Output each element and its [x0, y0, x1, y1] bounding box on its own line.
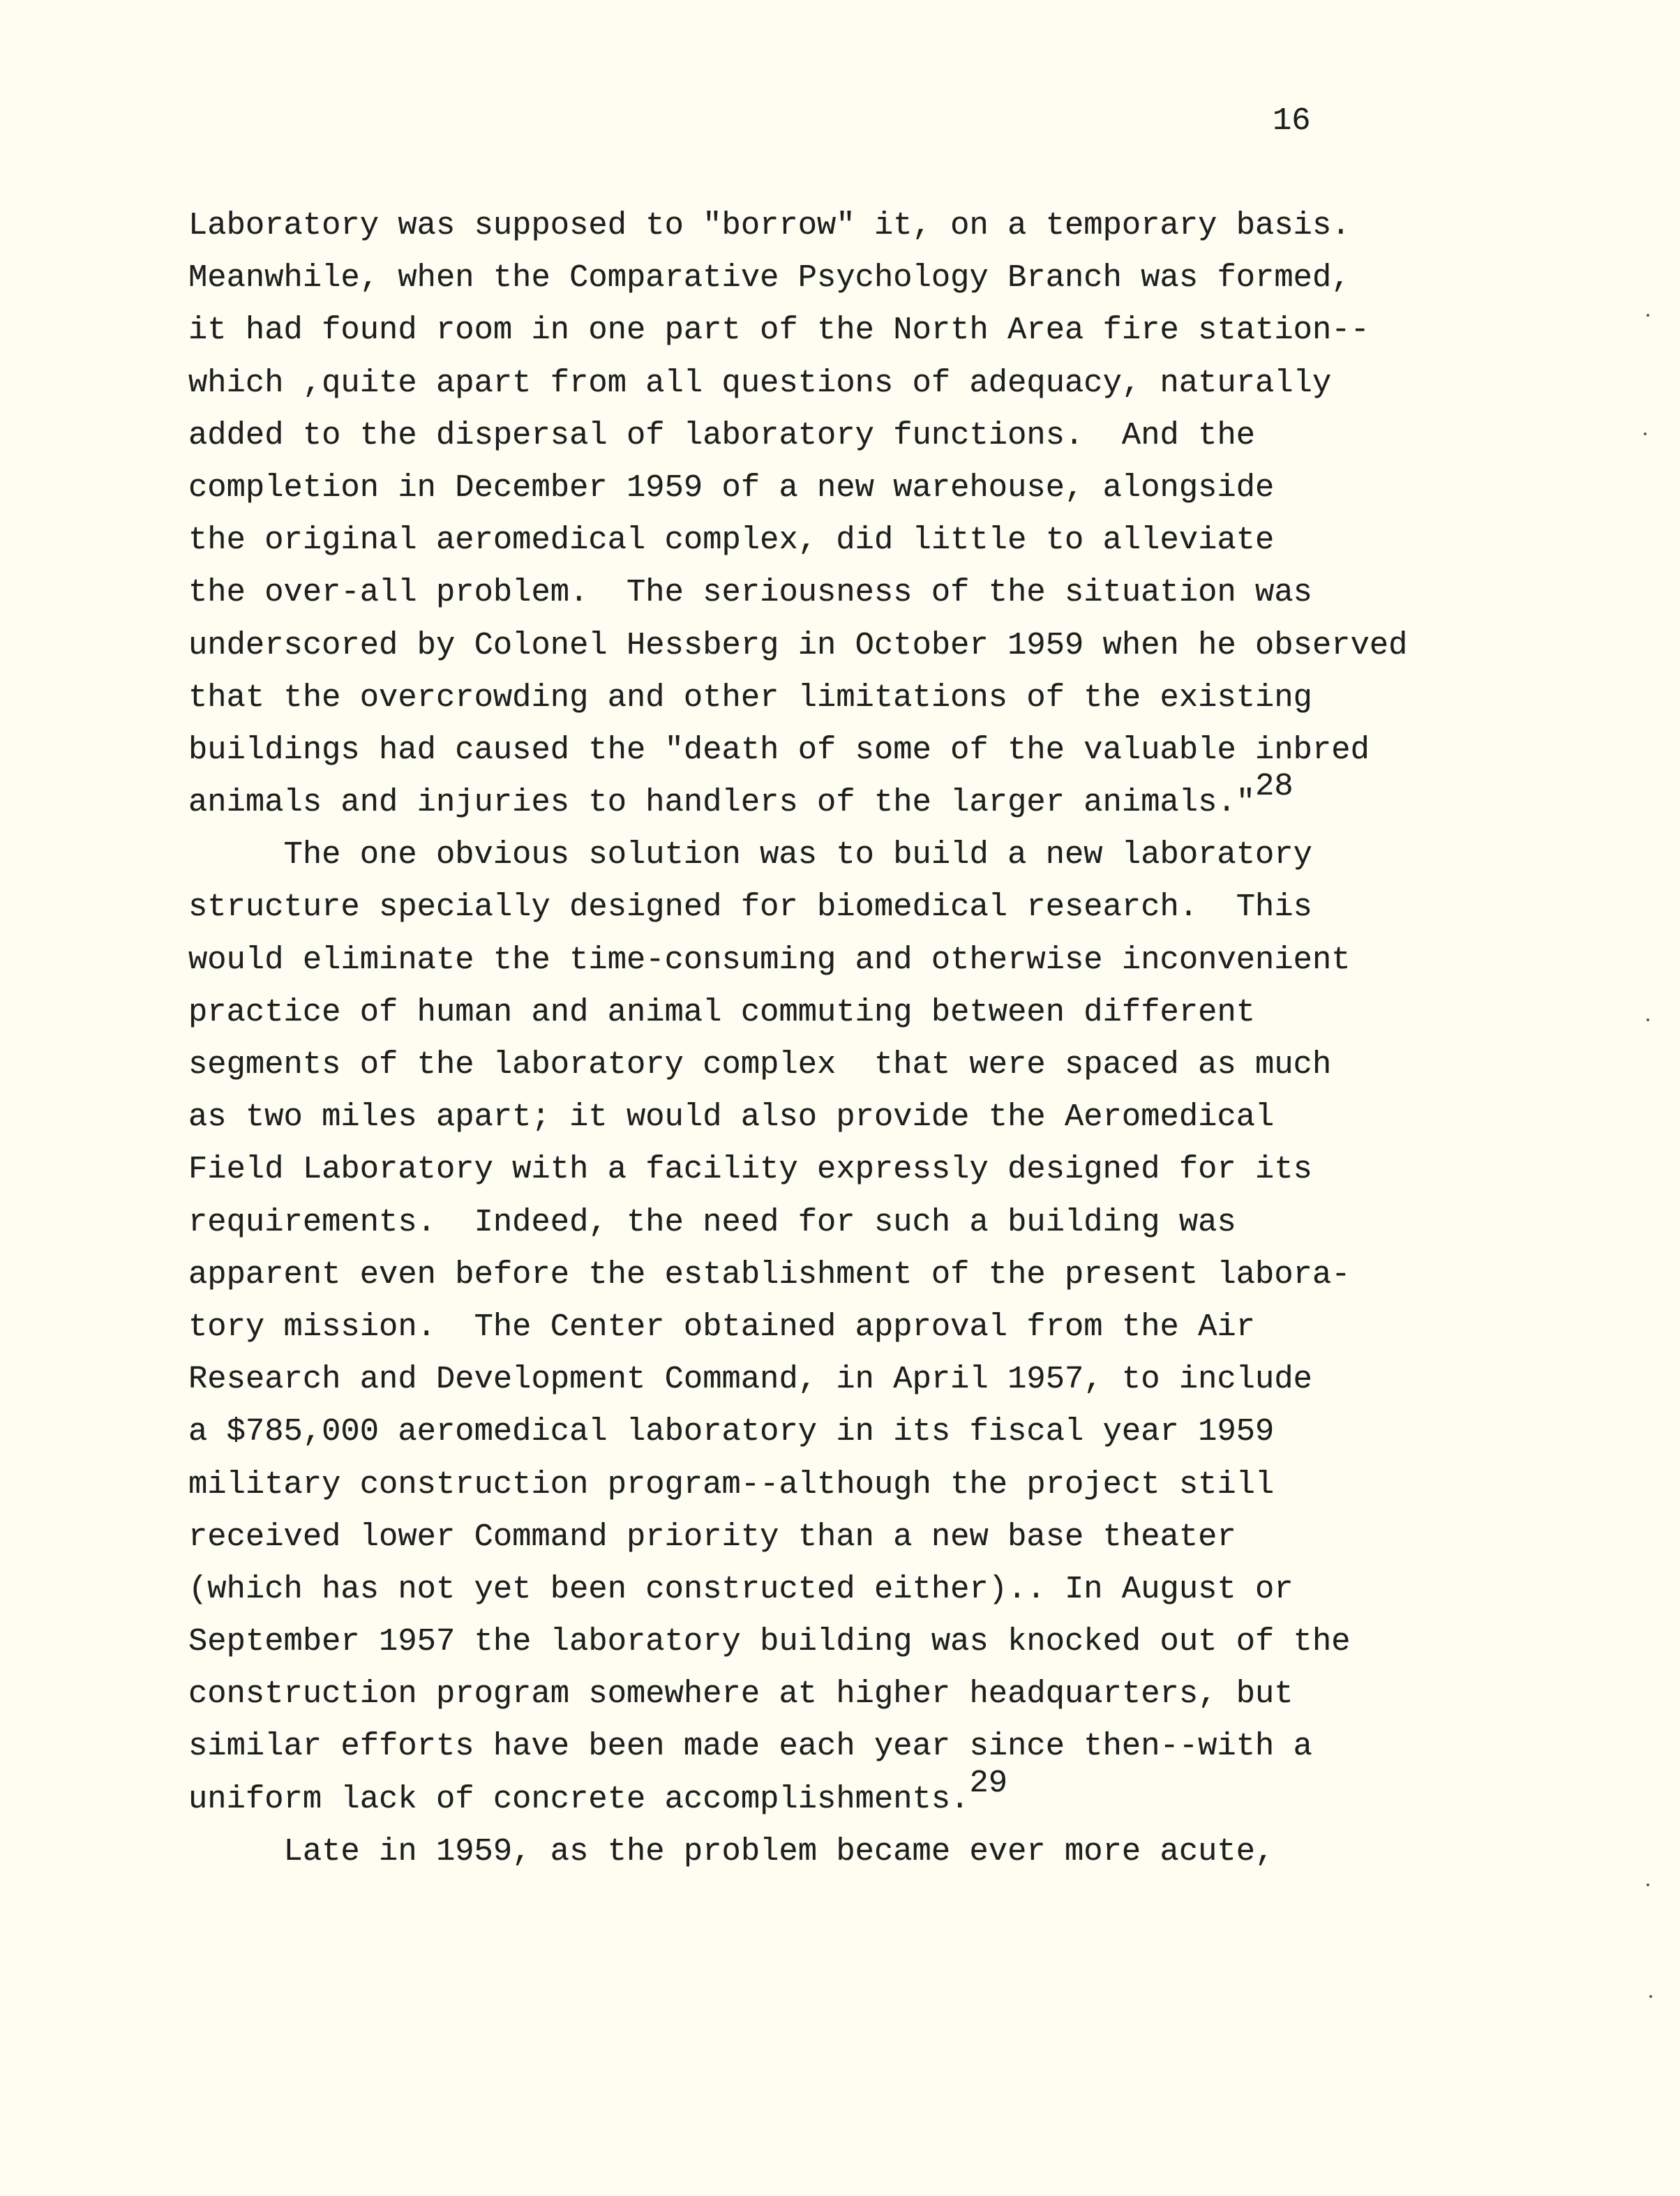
line-text: underscored by Colonel Hessberg in October 1959 when he observed	[188, 626, 1408, 663]
text-line	[188, 1720, 1407, 1773]
text-line	[188, 1249, 1407, 1301]
line-text: similar efforts have been made each year since then--with a	[188, 1728, 1312, 1765]
line-text: received lower Command priority than a new base theater	[188, 1518, 1236, 1555]
text-line	[188, 768, 1407, 829]
text-line	[188, 252, 1407, 304]
text-line	[188, 1091, 1407, 1143]
line-text: construction program somewhere at higher headquarters, but	[188, 1676, 1293, 1713]
line-text: military construction program--although the project still	[188, 1466, 1275, 1503]
text-line	[188, 1563, 1407, 1616]
line-text: the original aeromedical complex, did little to alleviate	[188, 522, 1275, 559]
line-text: it had found room in one part of the North Area fire station--	[188, 312, 1370, 349]
line-text: Field Laboratory with a facility expressly designed for its	[188, 1151, 1312, 1188]
text-line	[188, 514, 1407, 566]
paragraph-start-line	[188, 829, 1407, 881]
text-line	[188, 619, 1407, 672]
line-text: uniform lack of concrete accomplishments.	[188, 1780, 970, 1817]
paragraph-start-line	[188, 1826, 1407, 1878]
line-text: added to the dispersal of laboratory functions. And the	[188, 416, 1256, 453]
text-line	[188, 934, 1407, 986]
text-line	[188, 724, 1407, 776]
text-line	[188, 200, 1407, 252]
line-text: requirements. Indeed, the need for such a building was	[188, 1203, 1236, 1240]
scan-speck	[1649, 1995, 1652, 1998]
line-text: as two miles apart; it would also provide the Aeromedical	[188, 1099, 1275, 1136]
text-line	[188, 1668, 1407, 1720]
text-line	[188, 304, 1407, 356]
body-text	[188, 200, 1407, 1878]
text-line	[188, 462, 1407, 514]
scan-speck	[1647, 1018, 1649, 1021]
text-line	[188, 1764, 1407, 1826]
line-text: buildings had caused the "death of some of the valuable inbred	[188, 731, 1370, 768]
page-number: 16	[1273, 103, 1311, 139]
line-text: animals and injuries to handlers of the larger animals."	[188, 784, 1256, 821]
text-line	[188, 1353, 1407, 1406]
scan-speck	[1644, 433, 1647, 435]
line-text: structure specially designed for biomedical research. This	[188, 889, 1312, 926]
line-text: the over-all problem. The seriousness of the situation was	[188, 574, 1312, 611]
text-line	[188, 1459, 1407, 1511]
line-text: (which has not yet been constructed either).. In August or	[188, 1570, 1293, 1607]
text-line	[188, 1039, 1407, 1091]
scan-speck	[1647, 1883, 1649, 1886]
text-line	[188, 881, 1407, 933]
line-text: apparent even before the establishment of the present labora-	[188, 1256, 1351, 1293]
footnote-ref: 28	[1255, 768, 1293, 805]
line-text: tory mission. The Center obtained approval from the Air	[188, 1308, 1256, 1345]
line-text: a $785,000 aeromedical laboratory in its fiscal year 1959	[188, 1413, 1275, 1450]
line-text: which ,quite apart from all questions of adequacy, naturally	[188, 364, 1332, 401]
line-text: Laboratory was supposed to "borrow" it, on a temporary basis.	[188, 207, 1351, 243]
text-line	[188, 357, 1407, 409]
text-line	[188, 1301, 1407, 1353]
line-text: September 1957 the laboratory building was knocked out of the	[188, 1623, 1351, 1660]
line-text: that the overcrowding and other limitations of the existing	[188, 679, 1312, 716]
text-line	[188, 566, 1407, 619]
line-text: completion in December 1959 of a new warehouse, alongside	[188, 469, 1275, 506]
line-text: Research and Development Command, in April 1957, to include	[188, 1361, 1312, 1398]
text-line	[188, 1196, 1407, 1249]
text-line	[188, 1511, 1407, 1563]
text-line	[188, 409, 1407, 462]
text-line	[188, 672, 1407, 724]
text-line	[188, 1143, 1407, 1196]
line-text: practice of human and animal commuting between different	[188, 993, 1256, 1030]
scan-speck	[1647, 314, 1649, 317]
line-text: segments of the laboratory complex that were spaced as much	[188, 1046, 1332, 1083]
footnote-ref: 29	[969, 1764, 1008, 1801]
text-line	[188, 986, 1407, 1039]
text-line	[188, 1406, 1407, 1458]
line-text: Late in 1959, as the problem became ever more acute,	[283, 1833, 1275, 1870]
text-line	[188, 1616, 1407, 1668]
line-text: would eliminate the time-consuming and otherwise inconvenient	[188, 941, 1351, 978]
line-text: Meanwhile, when the Comparative Psychology Branch was formed,	[188, 260, 1351, 296]
line-text: The one obvious solution was to build a new laboratory	[283, 836, 1312, 873]
